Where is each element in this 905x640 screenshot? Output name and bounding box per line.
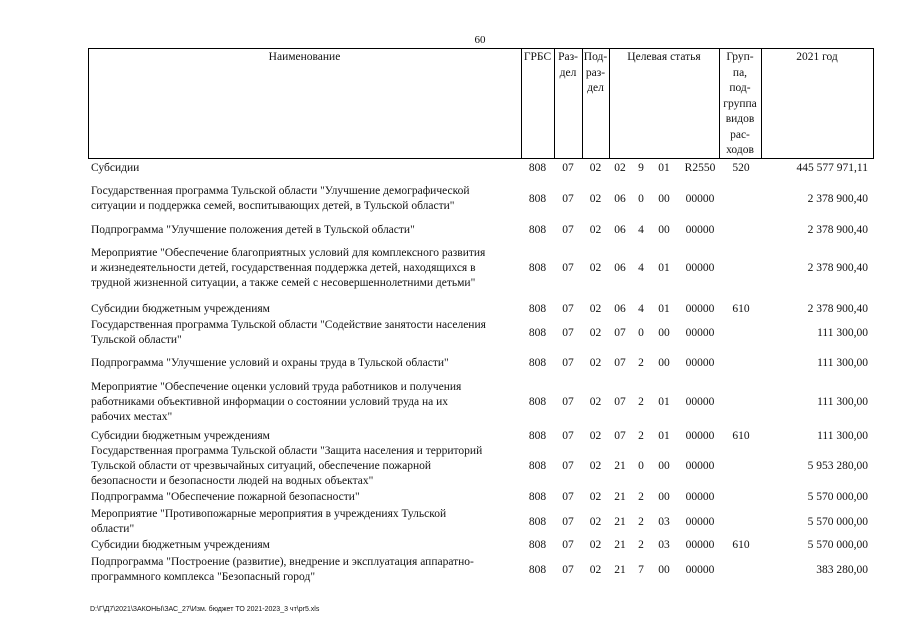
- cell-cs-program: 06: [614, 224, 626, 236]
- cell-cs-program: 07: [614, 396, 626, 408]
- header-celevaya-statya: Целевая статья: [627, 51, 701, 63]
- cell-podrazdel: 02: [589, 326, 602, 339]
- page-number: 60: [474, 34, 486, 46]
- cell-cs-program: 21: [614, 539, 626, 551]
- cell-grbs: 808: [528, 326, 547, 339]
- cell-podrazdel: 02: [589, 563, 602, 576]
- row-name: Субсидии бюджетным учреждениям: [91, 430, 270, 442]
- row-name: Мероприятие "Обеспечение оценки условий труда работников и получения работниками объективной информации о состоянии условий труда на их рабочих местах": [91, 381, 462, 423]
- cell-cs-subprogram: 0: [638, 192, 644, 205]
- cell-cs-event: 01: [658, 162, 670, 174]
- cell-cs-event: 03: [658, 515, 670, 528]
- cell-cs-subprogram: 2: [638, 357, 644, 369]
- cell-podrazdel: 02: [589, 303, 602, 315]
- cell-razdel: 07: [562, 430, 574, 442]
- cell-razdel: 07: [562, 262, 574, 274]
- cell-cs-program: 21: [614, 563, 626, 576]
- cell-razdel: 07: [562, 162, 574, 174]
- cell-amount-2021: 5 570 000,00: [807, 491, 868, 503]
- cell-razdel: 07: [562, 192, 574, 205]
- header-podrazdel: Под- раз- дел: [583, 51, 608, 94]
- cell-grbs: 808: [528, 563, 547, 576]
- cell-vid-rashodov: 610: [732, 539, 750, 551]
- cell-cs-subprogram: 0: [638, 460, 644, 472]
- cell-podrazdel: 02: [589, 162, 602, 174]
- cell-cs-code: 00000: [685, 515, 715, 528]
- cell-amount-2021: 111 300,00: [817, 430, 868, 442]
- cell-vid-rashodov: 610: [732, 430, 750, 442]
- cell-podrazdel: 02: [589, 491, 602, 503]
- cell-podrazdel: 02: [589, 539, 602, 551]
- cell-podrazdel: 02: [589, 262, 602, 274]
- cell-razdel: 07: [562, 326, 574, 339]
- cell-cs-event: 00: [658, 460, 670, 472]
- cell-amount-2021: 2 378 900,40: [807, 192, 868, 205]
- cell-grbs: 808: [528, 162, 547, 174]
- cell-amount-2021: 2 378 900,40: [807, 303, 868, 315]
- cell-amount-2021: 445 577 971,11: [796, 162, 868, 174]
- cell-podrazdel: 02: [589, 515, 602, 528]
- cell-amount-2021: 111 300,00: [817, 326, 868, 339]
- cell-cs-program: 06: [614, 192, 626, 205]
- row-name: Субсидии бюджетным учреждениям: [91, 303, 270, 315]
- cell-cs-code: 00000: [685, 460, 715, 472]
- cell-podrazdel: 02: [589, 460, 602, 472]
- cell-grbs: 808: [528, 460, 547, 472]
- cell-cs-subprogram: 2: [638, 430, 644, 442]
- cell-razdel: 07: [562, 460, 574, 472]
- row-name: Подпрограмма "Обеспечение пожарной безопасности": [91, 491, 360, 503]
- cell-cs-subprogram: 0: [638, 326, 644, 339]
- cell-cs-event: 01: [658, 262, 670, 274]
- cell-vid-rashodov: 610: [732, 303, 750, 315]
- cell-cs-program: 21: [614, 491, 626, 503]
- cell-razdel: 07: [562, 491, 574, 503]
- cell-grbs: 808: [528, 303, 547, 315]
- header-divider: [873, 49, 874, 158]
- cell-cs-subprogram: 2: [638, 396, 644, 408]
- cell-cs-subprogram: 7: [638, 563, 644, 576]
- cell-grbs: 808: [528, 515, 547, 528]
- row-name: Государственная программа Тульской области "Защита населения и территорий Тульской области от чрезвычайных ситуаций, обеспечение пожарной безопасности и безопасности людей на водных объектах": [91, 445, 483, 487]
- cell-cs-code: 00000: [685, 224, 715, 236]
- cell-razdel: 07: [562, 539, 574, 551]
- cell-cs-event: 00: [658, 563, 670, 576]
- cell-razdel: 07: [562, 357, 574, 369]
- cell-cs-event: 00: [658, 192, 670, 205]
- cell-cs-subprogram: 4: [638, 224, 644, 236]
- cell-cs-program: 21: [614, 460, 626, 472]
- cell-cs-event: 00: [658, 326, 670, 339]
- cell-cs-code: 00000: [685, 396, 715, 408]
- header-vid-rashodov: Груп- па, под- группа видов рас- ходов: [723, 51, 757, 156]
- cell-cs-program: 06: [614, 262, 626, 274]
- cell-cs-event: 00: [658, 357, 670, 369]
- cell-podrazdel: 02: [589, 357, 602, 369]
- row-name: Мероприятие "Обеспечение благоприятных условий для комплексного развития и жизнедеятельности детей, государственная поддержка детей, находящихся в трудной жизненной ситуации, а также семей с несовершеннолетними детьми": [91, 247, 486, 289]
- cell-amount-2021: 2 378 900,40: [807, 262, 868, 274]
- cell-cs-code: 00000: [685, 326, 715, 339]
- cell-grbs: 808: [528, 224, 547, 236]
- cell-cs-code: 00000: [685, 357, 715, 369]
- cell-cs-event: 01: [658, 430, 670, 442]
- cell-cs-code: 00000: [685, 539, 715, 551]
- cell-cs-code: 00000: [685, 262, 715, 274]
- header-year: 2021 год: [796, 51, 838, 63]
- cell-amount-2021: 2 378 900,40: [807, 224, 868, 236]
- cell-grbs: 808: [528, 192, 547, 205]
- cell-cs-code: 00000: [685, 192, 715, 205]
- row-name: Подпрограмма "Улучшение положения детей в Тульской области": [91, 224, 415, 236]
- cell-cs-event: 01: [658, 303, 670, 315]
- cell-cs-event: 00: [658, 224, 670, 236]
- row-name: Субсидии: [91, 162, 140, 174]
- cell-cs-program: 07: [614, 326, 626, 339]
- row-name: Государственная программа Тульской области "Содействие занятости населения Тульской области": [91, 319, 486, 346]
- cell-grbs: 808: [528, 430, 547, 442]
- cell-amount-2021: 5 570 000,00: [807, 515, 868, 528]
- header-top-rule: [88, 48, 874, 49]
- row-name: Государственная программа Тульской области "Улучшение демографической ситуации и поддержка семей, воспитывающих детей, в Тульской области": [91, 185, 470, 212]
- cell-cs-subprogram: 9: [638, 162, 644, 174]
- row-name: Подпрограмма "Улучшение условий и охраны труда в Тульской области": [91, 357, 449, 369]
- cell-cs-subprogram: 2: [638, 515, 644, 528]
- cell-podrazdel: 02: [589, 192, 602, 205]
- cell-razdel: 07: [562, 563, 574, 576]
- cell-cs-event: 01: [658, 396, 670, 408]
- cell-cs-code: 00000: [685, 563, 715, 576]
- cell-razdel: 07: [562, 515, 574, 528]
- cell-cs-subprogram: 2: [638, 539, 644, 551]
- cell-cs-code: 00000: [685, 303, 715, 315]
- cell-grbs: 808: [528, 491, 547, 503]
- cell-cs-subprogram: 2: [638, 491, 644, 503]
- cell-cs-program: 21: [614, 515, 626, 528]
- footer-file-path: D:\Г\Д7\2021\ЗАКОНЫ\ЗАС_27\Изм. бюджет ТО 2021-2023_3 чт\pr5.xls: [90, 606, 320, 613]
- cell-amount-2021: 383 280,00: [816, 563, 868, 576]
- cell-cs-event: 00: [658, 491, 670, 503]
- cell-amount-2021: 5 570 000,00: [807, 539, 868, 551]
- header-razdel: Раз- дел: [558, 51, 578, 79]
- cell-podrazdel: 02: [589, 224, 602, 236]
- cell-cs-subprogram: 4: [638, 262, 644, 274]
- cell-grbs: 808: [528, 539, 547, 551]
- cell-cs-program: 07: [614, 357, 626, 369]
- cell-cs-program: 06: [614, 303, 626, 315]
- row-name: Субсидии бюджетным учреждениям: [91, 539, 270, 551]
- cell-podrazdel: 02: [589, 396, 602, 408]
- cell-cs-code: R2550: [684, 162, 716, 174]
- cell-amount-2021: 111 300,00: [817, 396, 868, 408]
- cell-grbs: 808: [528, 357, 547, 369]
- cell-grbs: 808: [528, 262, 547, 274]
- cell-cs-code: 00000: [685, 491, 715, 503]
- cell-vid-rashodov: 520: [732, 162, 750, 174]
- cell-podrazdel: 02: [589, 430, 602, 442]
- cell-cs-subprogram: 4: [638, 303, 644, 315]
- cell-cs-program: 02: [614, 162, 626, 174]
- cell-razdel: 07: [562, 396, 574, 408]
- cell-razdel: 07: [562, 303, 574, 315]
- cell-cs-program: 07: [614, 430, 626, 442]
- cell-grbs: 808: [528, 396, 547, 408]
- cell-amount-2021: 5 953 280,00: [807, 460, 868, 472]
- header-grbs: ГРБС: [523, 51, 552, 63]
- header-name: Наименование: [268, 51, 341, 63]
- cell-amount-2021: 111 300,00: [817, 357, 868, 369]
- row-name: Подпрограмма "Построение (развитие), внедрение и эксплуатация аппаратно- программного комплекса "Безопасный город": [91, 556, 474, 583]
- row-name: Мероприятие "Противопожарные мероприятия в учреждениях Тульской области": [91, 508, 447, 535]
- cell-cs-event: 03: [658, 539, 670, 551]
- cell-cs-code: 00000: [685, 430, 715, 442]
- cell-razdel: 07: [562, 224, 574, 236]
